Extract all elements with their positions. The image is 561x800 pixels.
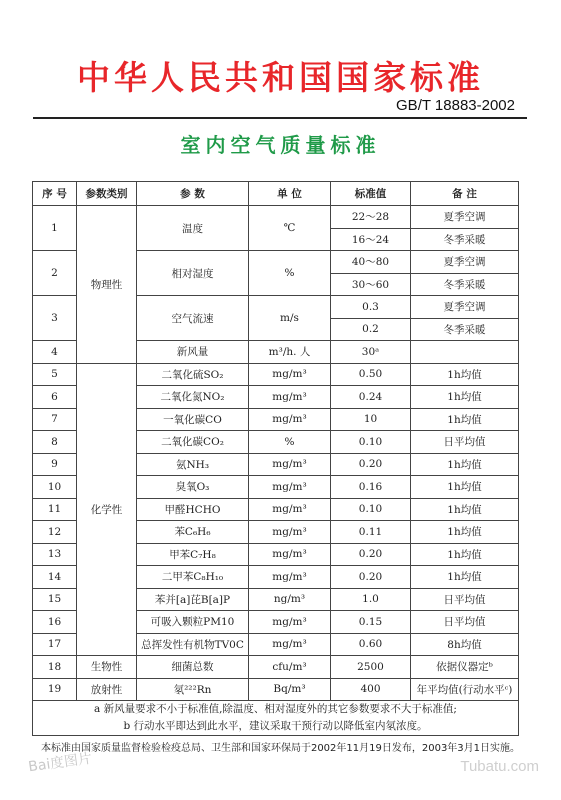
note: 日平均值	[411, 431, 519, 454]
unit: %	[249, 431, 331, 454]
value: 0.11	[331, 521, 411, 544]
row-no: 2	[33, 251, 77, 296]
unit: mg/m³	[249, 543, 331, 566]
row-no: 18	[33, 656, 77, 679]
row-no: 9	[33, 453, 77, 476]
row-no: 13	[33, 543, 77, 566]
value: 0.50	[331, 363, 411, 386]
watermark-left: Bai度图片	[27, 750, 94, 776]
row-no: 15	[33, 588, 77, 611]
value: 0.20	[331, 453, 411, 476]
note: 夏季空调	[411, 296, 519, 319]
value: 0.16	[331, 476, 411, 499]
note: 冬季采暖	[411, 228, 519, 251]
unit: m³/h. 人	[249, 341, 331, 364]
unit: mg/m³	[249, 498, 331, 521]
value: 0.3	[331, 296, 411, 319]
param: 总挥发性有机物TV0C	[137, 633, 249, 656]
row-no: 6	[33, 386, 77, 409]
row-no: 1	[33, 206, 77, 251]
unit: mg/m³	[249, 521, 331, 544]
value: 2500	[331, 656, 411, 679]
table-row	[33, 678, 519, 701]
param: 一氧化碳CO	[137, 408, 249, 431]
note: 冬季采暖	[411, 273, 519, 296]
value: 10	[331, 408, 411, 431]
document-title: 中华人民共和国国家标准	[77, 58, 484, 97]
notes-row	[33, 701, 519, 736]
note: 1h均值	[411, 498, 519, 521]
param: 二氧化氮NO₂	[137, 386, 249, 409]
row-no: 11	[33, 498, 77, 521]
note: 夏季空调	[411, 251, 519, 274]
unit: cfu/m³	[249, 656, 331, 679]
unit: mg/m³	[249, 611, 331, 634]
document-subtitle: 室内空气质量标准	[180, 133, 381, 157]
header-category: 参数类别	[77, 182, 137, 206]
param: 氡²²²Rn	[137, 678, 249, 701]
param: 空气流速	[137, 296, 249, 341]
row-no: 4	[33, 341, 77, 364]
unit: mg/m³	[249, 566, 331, 589]
unit: ℃	[249, 206, 331, 251]
header-value: 标准值	[331, 182, 411, 206]
value: 1.0	[331, 588, 411, 611]
note: 1h均值	[411, 476, 519, 499]
param: 氨NH₃	[137, 453, 249, 476]
unit: m/s	[249, 296, 331, 341]
unit: mg/m³	[249, 476, 331, 499]
value: 0.24	[331, 386, 411, 409]
param: 细菌总数	[137, 656, 249, 679]
table-row	[33, 206, 519, 229]
header-param: 参 数	[137, 182, 249, 206]
watermark-right: Tubatu.com	[460, 758, 539, 775]
publication-footer: 本标准由国家质量监督检验检疫总局、卫生部和国家环保局于2002年11月19日发布，2003年3月1日实施。	[40, 743, 521, 754]
note: 年平均值(行动水平ᶜ)	[411, 678, 519, 701]
note: 日平均值	[411, 588, 519, 611]
note	[411, 341, 519, 364]
value: 0.20	[331, 566, 411, 589]
param: 可吸入颗粒PM10	[137, 611, 249, 634]
unit: mg/m³	[249, 633, 331, 656]
note-a: a 新风量要求不小于标准值,除温度、相对湿度外的其它参数要求不大于标准值;	[94, 703, 457, 715]
note: 依据仪器定ᵇ	[411, 656, 519, 679]
note: 1h均值	[411, 566, 519, 589]
unit: mg/m³	[249, 408, 331, 431]
param: 二甲苯C₈H₁₀	[137, 566, 249, 589]
note: 冬季采暖	[411, 318, 519, 341]
unit: Bq/m³	[249, 678, 331, 701]
param: 甲醛HCHO	[137, 498, 249, 521]
row-no: 5	[33, 363, 77, 386]
value: 0.15	[331, 611, 411, 634]
param: 二氧化硫SO₂	[137, 363, 249, 386]
air-quality-table	[32, 181, 519, 736]
value: 0.2	[331, 318, 411, 341]
value: 30～60	[331, 273, 411, 296]
category-chemical: 化学性	[77, 363, 137, 656]
table-row	[33, 363, 519, 386]
note: 1h均值	[411, 453, 519, 476]
note: 1h均值	[411, 363, 519, 386]
param: 臭氧O₃	[137, 476, 249, 499]
header-unit: 单 位	[249, 182, 331, 206]
value: 0.60	[331, 633, 411, 656]
note: 夏季空调	[411, 206, 519, 229]
note: 日平均值	[411, 611, 519, 634]
table-notes	[33, 701, 519, 736]
value: 40～80	[331, 251, 411, 274]
param: 温度	[137, 206, 249, 251]
note: 1h均值	[411, 521, 519, 544]
unit: %	[249, 251, 331, 296]
value: 0.10	[331, 431, 411, 454]
value: 16～24	[331, 228, 411, 251]
row-no: 14	[33, 566, 77, 589]
standard-number: GB/T 18883-2002	[396, 97, 515, 114]
note-b: b 行动水平即达到此水平，建议采取干预行动以降低室内氡浓度。	[123, 720, 428, 732]
unit: mg/m³	[249, 363, 331, 386]
param: 新风量	[137, 341, 249, 364]
header-note: 备 注	[411, 182, 519, 206]
category-biological: 生物性	[77, 656, 137, 679]
param: 苯并[a]芘B[a]P	[137, 588, 249, 611]
unit: ng/m³	[249, 588, 331, 611]
row-no: 10	[33, 476, 77, 499]
row-no: 16	[33, 611, 77, 634]
value: 22～28	[331, 206, 411, 229]
category-radioactive: 放射性	[77, 678, 137, 701]
row-no: 3	[33, 296, 77, 341]
row-no: 7	[33, 408, 77, 431]
param: 相对湿度	[137, 251, 249, 296]
param: 二氧化碳CO₂	[137, 431, 249, 454]
note: 8h均值	[411, 633, 519, 656]
unit: mg/m³	[249, 453, 331, 476]
header-rule	[33, 117, 527, 119]
row-no: 12	[33, 521, 77, 544]
note: 1h均值	[411, 386, 519, 409]
category-physical: 物理性	[77, 206, 137, 364]
param: 苯C₆H₆	[137, 521, 249, 544]
param: 甲苯C₇H₈	[137, 543, 249, 566]
row-no: 17	[33, 633, 77, 656]
unit: mg/m³	[249, 386, 331, 409]
table-header-row	[33, 182, 519, 206]
table-row	[33, 656, 519, 679]
header-seq: 序 号	[33, 182, 77, 206]
value: 400	[331, 678, 411, 701]
note: 1h均值	[411, 543, 519, 566]
value: 0.10	[331, 498, 411, 521]
value: 0.20	[331, 543, 411, 566]
row-no: 8	[33, 431, 77, 454]
value: 30ᵃ	[331, 341, 411, 364]
row-no: 19	[33, 678, 77, 701]
note: 1h均值	[411, 408, 519, 431]
